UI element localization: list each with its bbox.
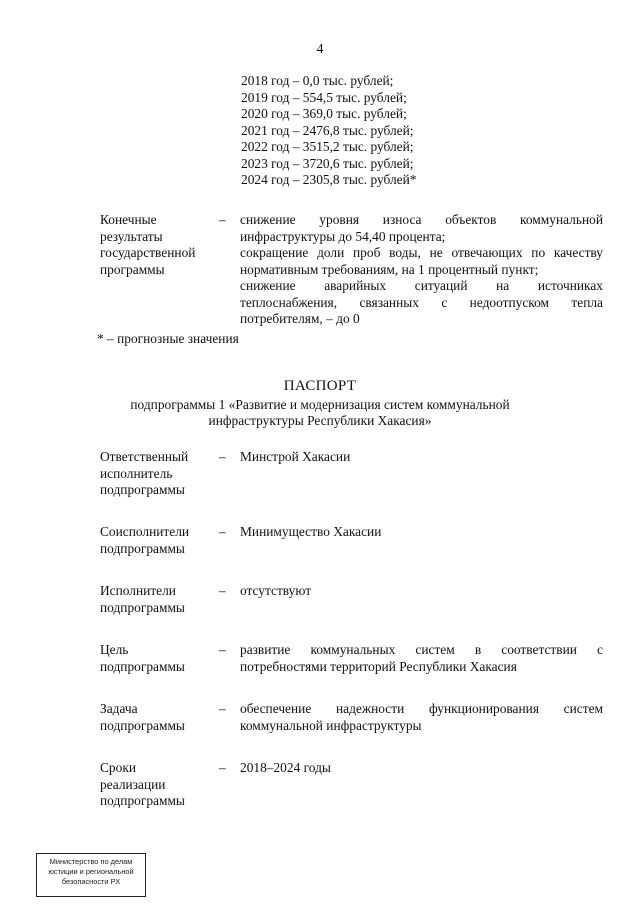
label-line: Сроки: [100, 760, 136, 775]
passport-subtitle: [0, 397, 640, 429]
row-value: [240, 583, 603, 600]
row-dash: –: [219, 760, 226, 775]
row-label: [100, 760, 218, 810]
funding-line: 2019 год – 554,5 тыс. рублей;: [241, 89, 407, 105]
label-line: государственной: [100, 245, 196, 260]
value-line: развитие коммунальных систем в соответствии с: [240, 642, 603, 657]
funding-line: 2020 год – 369,0 тыс. рублей;: [241, 106, 407, 121]
value-line: снижение уровня износа объектов коммунальной: [240, 212, 603, 227]
value-line: инфраструктуры до 54,40 процента;: [240, 228, 446, 244]
stamp-line: юстиции и региональной: [48, 867, 134, 876]
label-line: подпрограммы: [100, 717, 185, 733]
row-value: [240, 524, 603, 541]
row-dash: –: [219, 524, 226, 539]
row-label: [100, 642, 218, 675]
value-line: нормативным требованиям, на 1 процентный пункт;: [240, 261, 539, 277]
value-line: теплоснабжения, связанных с недоотпуском тепла: [240, 294, 603, 310]
row-label: [100, 583, 218, 616]
row-dash: –: [219, 701, 226, 716]
registration-stamp: [36, 853, 146, 897]
row-dash: –: [219, 449, 226, 464]
label-line: исполнитель: [100, 465, 173, 481]
funding-line: 2023 год – 3720,6 тыс. рублей;: [241, 155, 414, 171]
value-line: потребностями территорий Республики Хакасия: [240, 658, 517, 674]
label-line: подпрограммы: [100, 658, 185, 674]
value-line: снижение аварийных ситуаций на источниках: [240, 278, 603, 293]
label-line: программы: [100, 261, 165, 277]
row-dash: –: [219, 583, 226, 598]
label-line: подпрограммы: [100, 793, 185, 808]
passport-title: ПАСПОРТ: [283, 378, 357, 394]
row-value: [240, 212, 603, 328]
row-value: [240, 701, 603, 734]
label-line: Конечные: [100, 212, 157, 227]
row-label: [100, 701, 218, 734]
stamp-line: Министерство по делам: [49, 857, 133, 866]
value-line: Минстрой Хакасии: [240, 449, 351, 464]
footnote: * – прогнозные значения: [97, 331, 239, 346]
row-value: [240, 449, 603, 466]
row-label: [100, 212, 218, 278]
label-line: реализации: [100, 776, 166, 792]
value-line: коммунальной инфраструктуры: [240, 717, 422, 733]
label-line: подпрограммы: [100, 540, 185, 556]
subtitle-line: подпрограммы 1 «Развитие и модернизация систем коммунальной: [130, 397, 510, 412]
label-line: подпрограммы: [100, 599, 185, 615]
value-line: обеспечение надежности функционирования систем: [240, 701, 603, 716]
page-number: 4: [316, 42, 324, 57]
label-line: Цель: [100, 642, 129, 657]
row-label: [100, 524, 218, 557]
row-value: [240, 642, 603, 675]
funding-line: 2022 год – 3515,2 тыс. рублей;: [241, 139, 414, 154]
label-line: Соисполнители: [100, 524, 190, 539]
row-label: [100, 449, 218, 499]
value-line: отсутствуют: [240, 583, 312, 598]
funding-line: 2024 год – 2305,8 тыс. рублей*: [241, 172, 417, 187]
row-dash: –: [219, 212, 226, 227]
value-line: Минимущество Хакасии: [240, 524, 382, 539]
funding-line: 2018 год – 0,0 тыс. рублей;: [241, 73, 394, 88]
label-line: подпрограммы: [100, 482, 185, 497]
funding-by-year: [241, 73, 416, 189]
value-line: потребителям, – до 0: [240, 311, 360, 326]
value-line: сокращение доли проб воды, не отвечающих по качеству: [240, 245, 603, 260]
label-line: Исполнители: [100, 583, 176, 598]
label-line: результаты: [100, 228, 163, 244]
row-dash: –: [219, 642, 226, 657]
label-line: Задача: [100, 701, 138, 716]
subtitle-line: инфраструктуры Республики Хакасия»: [208, 413, 432, 428]
row-value: [240, 760, 603, 777]
label-line: Ответственный: [100, 449, 189, 464]
funding-line: 2021 год – 2476,8 тыс. рублей;: [241, 122, 414, 138]
stamp-line: безопасности РХ: [61, 877, 121, 886]
value-line: 2018–2024 годы: [240, 760, 331, 775]
